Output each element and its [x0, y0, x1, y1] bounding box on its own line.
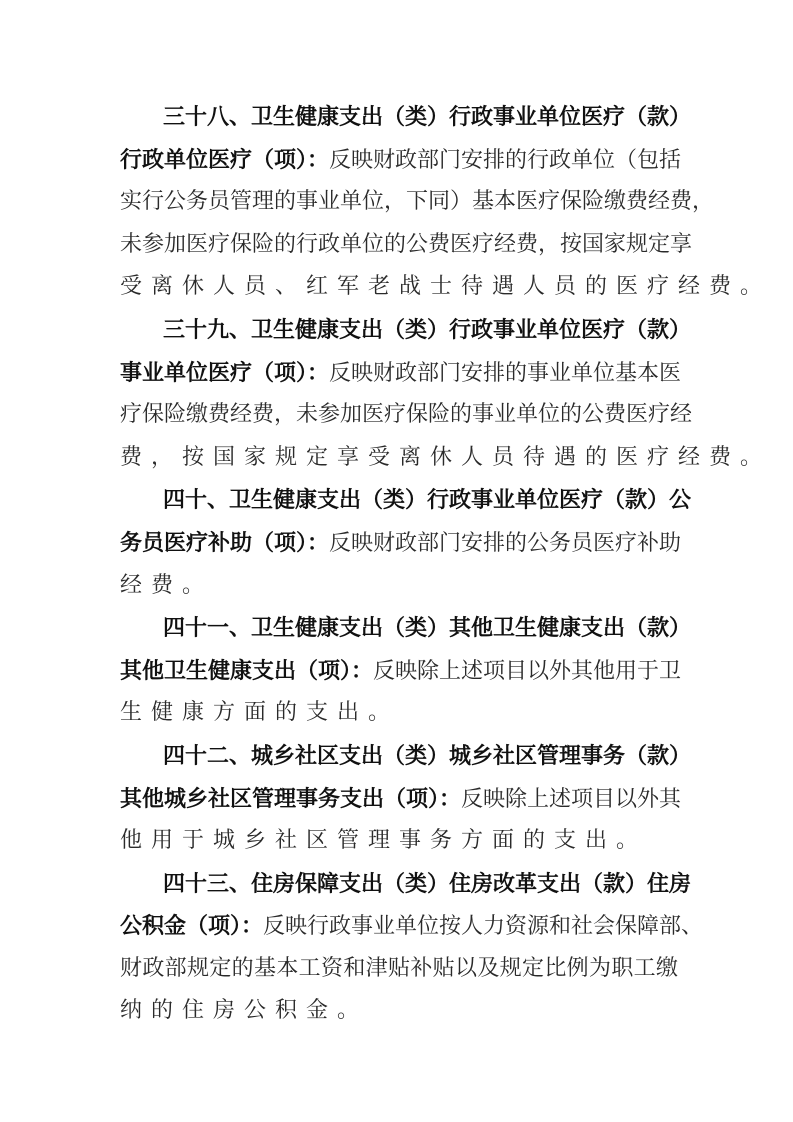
- text-line: [120, 181, 715, 224]
- item-description: 纳的住房公积金。: [120, 998, 369, 1024]
- item-heading: 其他卫生健康支出（项）：: [120, 657, 374, 684]
- paragraph: [120, 607, 692, 735]
- text-line: [120, 437, 772, 480]
- item-heading: 四十、卫生健康支出（类）行政事业单位医疗（款）公: [163, 487, 692, 514]
- item-heading: 四十三、住房保障支出（类）住房改革支出（款）住房: [163, 870, 692, 897]
- text-line: [120, 905, 704, 948]
- item-description: 反映财政部门安排的行政单位（包括: [329, 147, 682, 173]
- paragraph: [120, 735, 692, 863]
- text-line: [120, 948, 678, 991]
- item-description: 他用于城乡社区管理事务方面的支出。: [120, 828, 648, 854]
- item-description: 反映除上述项目以外其他用于卫: [373, 658, 682, 684]
- text-line: [120, 607, 692, 650]
- item-description: 反映行政事业单位按人力资源和社会保障部、: [263, 914, 704, 940]
- item-description: 未参加医疗保险的行政单位的公费医疗经费，按国家规定享: [120, 231, 693, 257]
- paragraph: [120, 479, 692, 607]
- item-heading: 其他城乡社区管理事务支出（项）：: [120, 785, 462, 812]
- text-line: [120, 139, 682, 182]
- text-line: [120, 778, 682, 821]
- item-description: 财政部规定的基本工资和津贴补贴以及规定比例为职工缴: [120, 955, 678, 981]
- text-line: [120, 309, 692, 352]
- text-line: [120, 650, 682, 693]
- paragraph: [120, 863, 704, 1033]
- text-line: [120, 522, 682, 565]
- text-line: [120, 479, 692, 522]
- text-line: [120, 735, 692, 778]
- item-heading: 四十二、城乡社区支出（类）城乡社区管理事务（款）: [163, 742, 692, 769]
- item-description: 反映财政部门安排的公务员医疗补助: [329, 530, 682, 556]
- text-line: [120, 863, 692, 906]
- item-description: 反映财政部门安排的事业单位基本医: [329, 360, 682, 386]
- text-line: [120, 266, 772, 309]
- item-heading: 三十九、卫生健康支出（类）行政事业单位医疗（款）: [163, 316, 692, 343]
- document-body: [120, 96, 772, 1033]
- item-description: 反映除上述项目以外其: [461, 786, 682, 812]
- item-description: 受离休人员、红军老战士待遇人员的医疗经费。: [120, 274, 772, 300]
- text-line: [120, 224, 693, 267]
- item-description: 生健康方面的支出。: [120, 700, 400, 726]
- text-line: [120, 692, 678, 735]
- text-line: [120, 820, 678, 863]
- item-heading: 公积金（项）：: [120, 913, 264, 940]
- item-description: 费，按国家规定享受离休人员待遇的医疗经费。: [120, 444, 772, 470]
- text-line: [120, 352, 682, 395]
- item-description: 实行公务员管理的事业单位，下同）基本医疗保险缴费经费，: [120, 189, 715, 215]
- item-heading: 行政单位医疗（项）：: [120, 146, 330, 173]
- item-heading: 三十八、卫生健康支出（类）行政事业单位医疗（款）: [163, 104, 692, 130]
- item-description: 经费。: [120, 572, 214, 598]
- text-line: [120, 96, 692, 139]
- item-heading: 务员医疗补助（项）：: [120, 529, 330, 556]
- paragraph: [120, 96, 772, 309]
- text-line: [120, 565, 678, 608]
- paragraph: [120, 309, 772, 479]
- text-line: [120, 394, 693, 437]
- item-heading: 事业单位医疗（项）：: [120, 359, 330, 386]
- item-description: 疗保险缴费经费，未参加医疗保险的事业单位的公费医疗经: [120, 402, 693, 428]
- text-line: [120, 990, 678, 1033]
- item-heading: 四十一、卫生健康支出（类）其他卫生健康支出（款）: [163, 615, 692, 642]
